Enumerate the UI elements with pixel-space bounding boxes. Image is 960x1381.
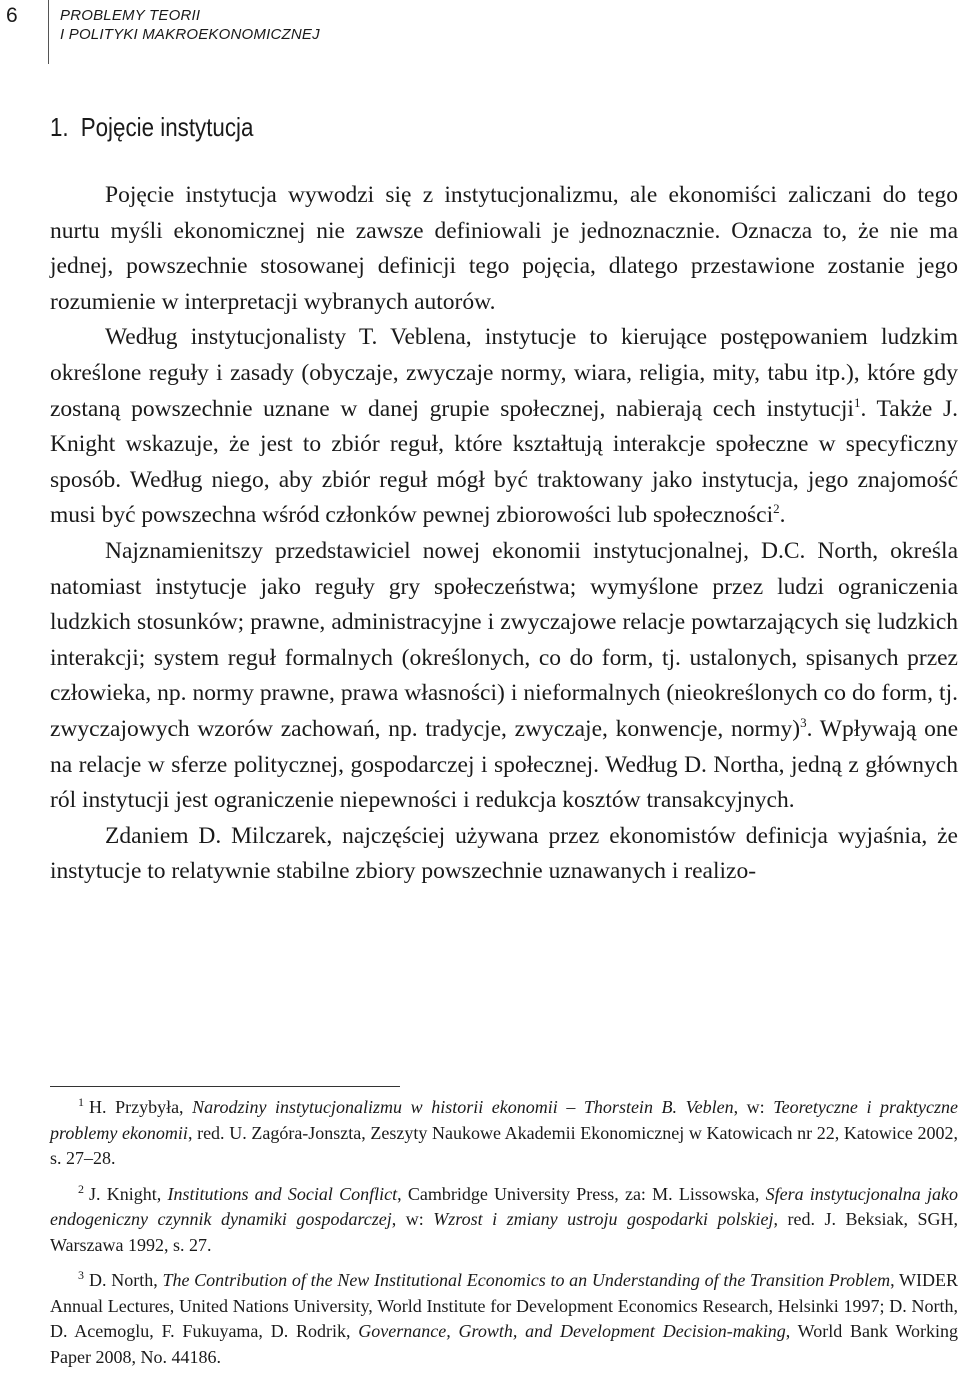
text-run: Najznamienitszy przedstawiciel nowej ekonomii instytucjonalnej, D.C. North, określa natomiast instytucje jako reguły gry społeczeństwa; wymyślone przez ludzi ograniczenia ludzkich stosunków; prawne, administracyjne i zwyczajowe relacje powtarzających się ludzkich interakcji; system reguł formalnych (określonych, co do form, tj. ustalonych, spisanych przez człowieka, np. normy prawne, prawa własności) i nieformalnych (nieokreślonych co do form, tj. zwyczajowych wzorów zachowań, np. tradycje, zwyczaje, konwencje, normy) [50, 537, 958, 742]
running-head-line-1: PROBLEMY TEORII [60, 7, 201, 24]
italic-title: Narodziny instytucjonalizmu w historii ekonomii – Thorstein B. Veblen [192, 1097, 734, 1117]
running-head [60, 6, 320, 44]
text-run: , World Bank Working Paper 2008, No. 44186. [50, 1321, 959, 1367]
paragraph [50, 178, 958, 320]
italic-title: Governance, Growth, and Development Decision-making [358, 1321, 786, 1341]
text-run: . Także J. Knight wskazuje, że jest to zbiór reguł, które kształtują interakcje społeczne w specyficzny sposób. Według niego, aby zbiór reguł mógł być traktowany jako instytucja, jego znajomość musi być powszechna wśród członków pewnej zbiorowości lub społeczności [50, 395, 958, 529]
text-run: Zdaniem D. Milczarek, najczęściej używana przez ekonomistów definicja wyjaśnia, że instytucje to relatywnie stabilne zbiory powszechnie uznawanych i realizo- [50, 822, 958, 885]
text-run: Pojęcie instytucja wywodzi się z instytucjonalizmu, ale ekonomiści zaliczani do tego nurtu myśli ekonomicznej nie zawsze definiowali je jednoznacznie. Oznacza to, że nie ma jednej, powszechnie stosowanej definicji tego pojęcia, dlatego przestawione zostanie jego rozumienie w interpretacji wybranych autorów. [50, 182, 958, 315]
italic-title: Sfera instytucjonalna jako endogeniczny czynnik dynamiki gospodarczej [50, 1183, 959, 1229]
section-heading [50, 112, 253, 143]
text-run: J. Knight, [89, 1183, 168, 1204]
page-number: 6 [6, 4, 18, 27]
text-run: , w: [391, 1209, 434, 1229]
text-run: , WIDER Annual Lectures, United Nations University, World Institute for Development Economics Research, Helsinki 1997; D. North, D. Acemoglu, F. Fukuyama, D. Rodrik, [50, 1270, 958, 1341]
footnote-number: 2 [78, 1181, 84, 1196]
body-text [50, 178, 958, 890]
footnote-reference: 2 [773, 501, 780, 517]
paragraph [50, 819, 958, 890]
footnote-divider [50, 1086, 400, 1087]
text-run: H. Przybyła, [89, 1097, 193, 1117]
footnote [50, 1095, 958, 1172]
text-run: , red. J. Beksiak, SGH, Warszawa 1992, s. 27. [50, 1209, 958, 1255]
footnote-reference: 3 [800, 715, 807, 731]
footnotes [50, 1095, 958, 1380]
italic-title: The Contribution of the New Institutional Economics to an Understanding of the Transition Problem [162, 1270, 891, 1290]
paragraph [50, 320, 958, 534]
italic-title: Wzrost i zmiany ustroju gospodarki polskiej [433, 1209, 774, 1229]
footnote-number: 3 [78, 1268, 84, 1282]
text-run: , Cambridge University Press, za: M. Lissowska, [397, 1183, 766, 1204]
text-run: Według instytucjonalisty T. Veblena, instytucje to kierujące postępowaniem ludzkim określone reguły i zasady (obyczaje, zwyczaje normy, wiara, religia, mity, tabu itp.), które gdy zostaną powszechnie uznane w danej grupie społecznej, nabierają cech instytucji [50, 324, 958, 422]
italic-title: Institutions and Social Conflict [167, 1183, 398, 1204]
text-run: . [779, 502, 786, 529]
running-head-line-2: I POLITYKI MAKROEKONOMICZNEJ [60, 26, 320, 43]
text-run: , red. U. Zagóra-Jonszta, Zeszyty Naukowe Akademii Ekonomicznej w Katowicach nr 22, Katowice 2002, s. 27–28. [50, 1122, 958, 1168]
footnote [50, 1182, 958, 1259]
footnote-reference: 1 [853, 394, 861, 410]
text-run: , w: [733, 1097, 774, 1117]
text-run: D. North, [89, 1270, 163, 1290]
section-title: Pojęcie instytucja [80, 112, 254, 142]
header-divider [48, 0, 49, 64]
footnote-number: 1 [78, 1095, 84, 1109]
italic-title: Teoretyczne i praktyczne problemy ekonomii [50, 1097, 959, 1143]
footnote [50, 1268, 958, 1370]
text-run: . Wpływają one na relacje w sferze politycznej, gospodarczej i społecznej. Według D. Northa, jedną z głównych ról instytucji jest ograniczenie niepewności i redukcja kosztów transakcyjnych. [50, 715, 959, 814]
paragraph [50, 534, 958, 819]
section-number: 1. [50, 112, 69, 142]
